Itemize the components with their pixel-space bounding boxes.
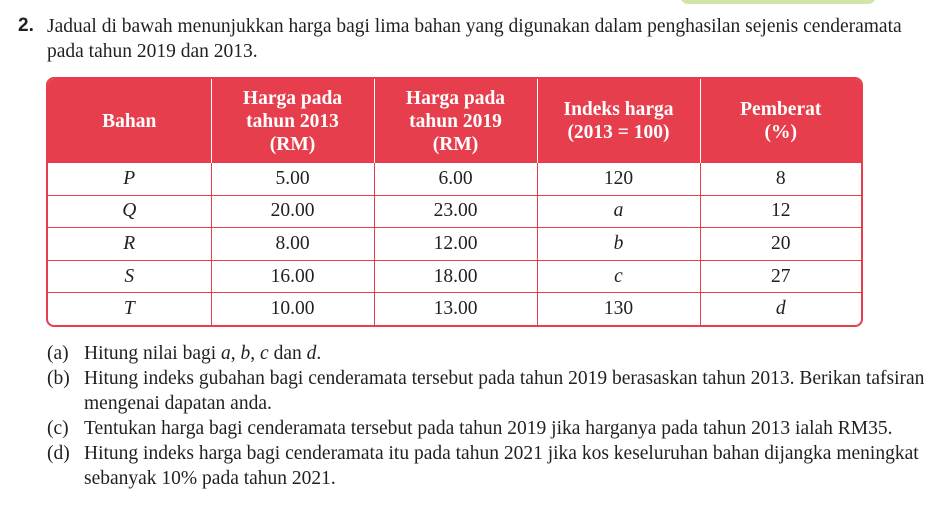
part-text: Hitung nilai bagi a, b, c dan d. bbox=[84, 343, 322, 364]
table-row bbox=[48, 195, 861, 228]
part-label: (c) bbox=[47, 418, 69, 439]
table-cell: 18.00 bbox=[374, 260, 537, 293]
table-cell: a bbox=[537, 195, 700, 228]
column-header: Pemberat (%) bbox=[700, 79, 861, 163]
table-cell: 10.00 bbox=[211, 293, 374, 325]
question-part bbox=[47, 341, 927, 366]
table-cell: 16.00 bbox=[211, 260, 374, 293]
table-cell: Q bbox=[48, 195, 211, 228]
table-cell: 23.00 bbox=[374, 195, 537, 228]
table-cell: c bbox=[537, 260, 700, 293]
table-cell: 120 bbox=[537, 163, 700, 195]
table-cell: 13.00 bbox=[374, 293, 537, 325]
question-number: 2. bbox=[18, 15, 34, 36]
question-part bbox=[47, 416, 927, 441]
table-cell: R bbox=[48, 228, 211, 261]
column-header: Harga pada tahun 2019 (RM) bbox=[374, 79, 537, 163]
table-cell: 8.00 bbox=[211, 228, 374, 261]
data-table bbox=[46, 77, 863, 327]
table-row bbox=[48, 293, 861, 325]
table-cell: 130 bbox=[537, 293, 700, 325]
table-cell: 5.00 bbox=[211, 163, 374, 195]
part-text: Tentukan harga bagi cenderamata tersebut pada tahun 2019 jika harganya pada tahun 2013 ialah RM35. bbox=[84, 418, 893, 439]
question-intro: Jadual di bawah menunjukkan harga bagi lima bahan yang digunakan dalam penghasilan sejenis cenderamata pada tahun 2019 dan 2013. bbox=[47, 16, 902, 62]
table-cell: 12.00 bbox=[374, 228, 537, 261]
table-cell: P bbox=[48, 163, 211, 195]
table-cell: 27 bbox=[700, 260, 861, 293]
table-row bbox=[48, 228, 861, 261]
table-cell: 6.00 bbox=[374, 163, 537, 195]
table-cell: d bbox=[700, 293, 861, 325]
column-header: Harga pada tahun 2013 (RM) bbox=[211, 79, 374, 163]
question-part bbox=[47, 441, 927, 491]
table-row bbox=[48, 163, 861, 195]
part-text: Hitung indeks gubahan bagi cenderamata tersebut pada tahun 2019 berasaskan tahun 2013. Berikan tafsiran mengenai dapatan anda. bbox=[84, 368, 925, 414]
table-cell: 12 bbox=[700, 195, 861, 228]
question-parts bbox=[47, 341, 927, 491]
table-cell: 20 bbox=[700, 228, 861, 261]
column-header: Indeks harga (2013 = 100) bbox=[537, 79, 700, 163]
part-text: Hitung indeks harga bagi cenderamata itu pada tahun 2021 jika kos keseluruhan bahan dijangka meningkat sebanyak 10% pada tahun 2021. bbox=[84, 443, 919, 489]
table-row bbox=[48, 260, 861, 293]
part-label: (a) bbox=[47, 343, 69, 364]
table-cell: T bbox=[48, 293, 211, 325]
table-cell: b bbox=[537, 228, 700, 261]
table-body bbox=[48, 163, 861, 325]
table-cell: S bbox=[48, 260, 211, 293]
table-header-row bbox=[48, 79, 861, 163]
table-cell: 20.00 bbox=[211, 195, 374, 228]
part-label: (b) bbox=[47, 368, 70, 389]
table-cell: 8 bbox=[775, 167, 786, 189]
part-label: (d) bbox=[47, 443, 70, 464]
column-header: Bahan bbox=[48, 79, 211, 163]
top-tab-decoration bbox=[680, 0, 876, 4]
question-part bbox=[47, 366, 927, 416]
